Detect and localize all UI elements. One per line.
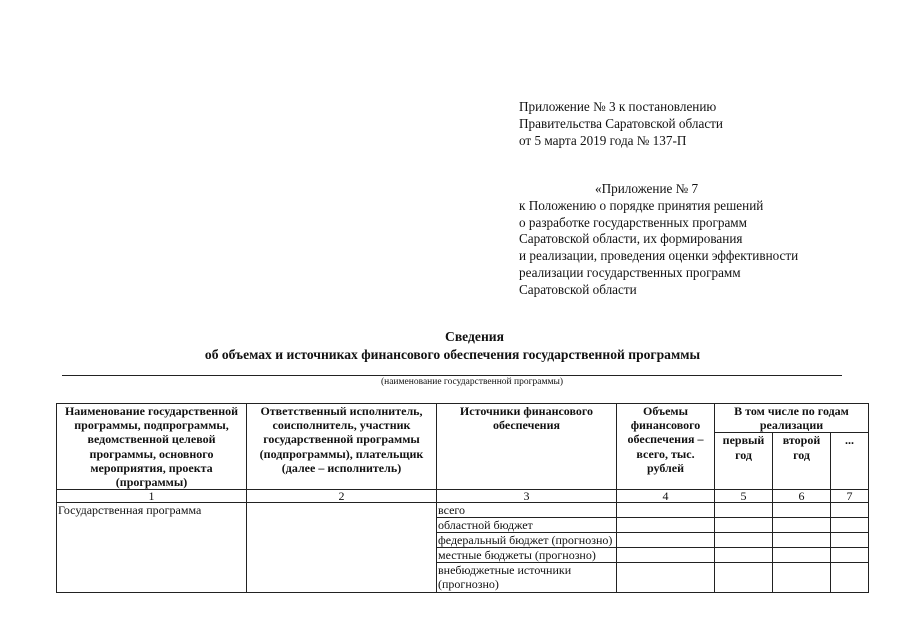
value-cell <box>831 548 869 563</box>
annex7-line: реализации государственных программ <box>519 264 741 280</box>
column-number: 6 <box>773 490 831 503</box>
header-sources: Источники финансового обеспечения <box>437 404 617 490</box>
source-cell: федеральный бюджет (прогнозно) <box>437 533 617 548</box>
value-cell <box>773 563 831 592</box>
column-number: 1 <box>57 490 247 503</box>
value-cell <box>773 518 831 533</box>
column-number: 3 <box>437 490 617 503</box>
header-by-years: В том числе по годам реализации <box>715 404 869 433</box>
source-cell: областной бюджет <box>437 518 617 533</box>
annex7-line: к Положению о порядке принятия решений <box>519 197 764 213</box>
source-cell: местные бюджеты (прогнозно) <box>437 548 617 563</box>
value-cell <box>831 563 869 592</box>
value-cell <box>831 503 869 518</box>
value-cell <box>715 503 773 518</box>
title-line2: об объемах и источниках финансового обеспечения государственной программы <box>204 347 701 362</box>
value-cell <box>773 503 831 518</box>
annex7-header <box>519 181 798 299</box>
value-cell <box>831 533 869 548</box>
annex7-line: о разработке государственных программ <box>519 214 747 230</box>
header-executor: Ответственный исполнитель, соисполнитель, участник государственной программы (подпрограммы), плательщик (далее – исполнитель) <box>247 404 437 490</box>
value-cell <box>617 518 715 533</box>
annex-header <box>519 99 723 149</box>
program-name-caption: (наименование государственной программы) <box>380 377 564 387</box>
annex-line: Приложение № 3 к постановлению <box>519 99 717 114</box>
value-cell <box>617 503 715 518</box>
value-cell <box>715 533 773 548</box>
header-volume: Объемы финансового обеспечения – всего, тыс. рублей <box>617 404 715 490</box>
column-number: 7 <box>831 490 869 503</box>
column-number: 2 <box>247 490 437 503</box>
header-year1: первый год <box>715 433 773 490</box>
header-year-more: ... <box>831 433 869 490</box>
row-label: Государственная программа <box>57 503 247 592</box>
annex7-line: Саратовской области <box>519 281 637 297</box>
document-title <box>0 328 905 364</box>
header-name: Наименование государственной программы, подпрограммы, ведомственной целевой программы, основного мероприятия, проекта (программы) <box>57 404 247 490</box>
column-number: 5 <box>715 490 773 503</box>
finance-table <box>56 403 869 593</box>
value-cell <box>617 563 715 592</box>
value-cell <box>773 548 831 563</box>
executor-cell <box>247 503 437 592</box>
value-cell <box>715 563 773 592</box>
annex7-line: Саратовской области, их формирования <box>519 231 743 247</box>
value-cell <box>831 518 869 533</box>
value-cell <box>773 533 831 548</box>
annex7-line: «Приложение № 7 <box>595 181 699 196</box>
annex-line: от 5 марта 2019 года № 137-П <box>519 132 687 148</box>
value-cell <box>617 533 715 548</box>
title-line1: Сведения <box>445 329 504 344</box>
value-cell <box>715 518 773 533</box>
annex7-line: и реализации, проведения оценки эффективности <box>519 248 799 264</box>
column-number: 4 <box>617 490 715 503</box>
source-cell: всего <box>437 503 617 518</box>
source-cell: внебюджетные источники (прогнозно) <box>437 563 617 592</box>
value-cell <box>715 548 773 563</box>
value-cell <box>617 548 715 563</box>
header-year2: второй год <box>773 433 831 490</box>
annex-line: Правительства Саратовской области <box>519 115 723 131</box>
